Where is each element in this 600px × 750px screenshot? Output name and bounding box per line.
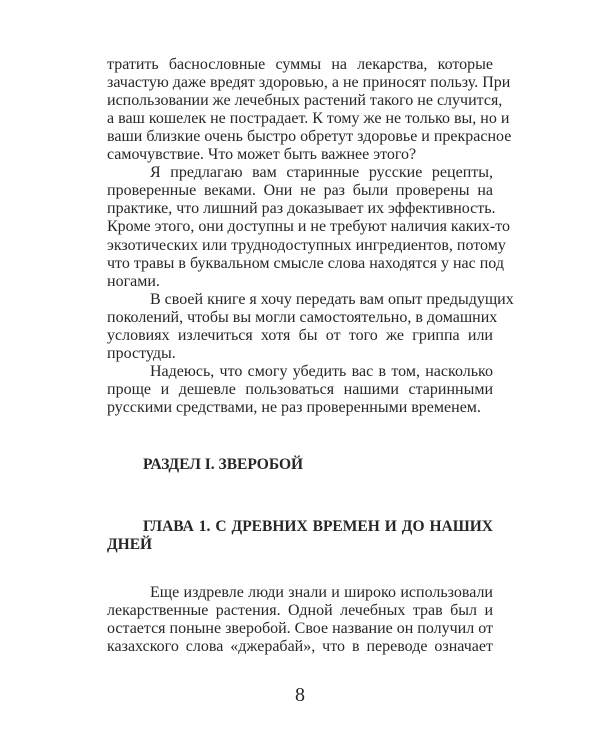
section-heading: РАЗДЕЛ I. ЗВЕРОБОЙ — [143, 456, 304, 473]
paragraph-line: тратить баснословные суммы на лекарства, которые — [107, 56, 493, 73]
paragraph-line: русскими средствами, не раз проверенными временем. — [107, 398, 481, 416]
paragraph-line: проверенные веками. Они не раз были проверены на — [107, 182, 493, 200]
paragraph-line: использовании же лечебных растений такого не случится, — [107, 92, 503, 110]
paragraph-line: ногами. — [107, 272, 160, 290]
paragraph-line: простуды. — [107, 344, 176, 362]
paragraph-line: лекарственные растения. Одной лечебных трав был и — [107, 602, 493, 619]
paragraph-line: остается поныне зверобой. Свое название он получил от — [107, 620, 494, 637]
chapter-heading: ГЛАВА 1. С ДРЕВНИХ ВРЕМЕН И ДО НАШИХ — [143, 518, 493, 535]
page-number: 8 — [295, 684, 305, 706]
paragraph-line: В своей книге я хочу передать вам опыт предыдущих — [150, 290, 514, 308]
paragraph-line: ваши близкие очень быстро обретут здоровье и прекрасное — [107, 128, 512, 146]
paragraph-line: проще и дешевле пользоваться нашими старинными — [107, 380, 493, 398]
paragraph-line: практике, что лишний раз доказывает их эффективность. — [107, 200, 496, 218]
paragraph-line: Я предлагаю вам старинные русские рецепты, — [150, 164, 493, 182]
paragraph-line: что травы в буквальном смысле слова находятся у нас под — [107, 254, 504, 272]
paragraph-line: Еще издревле люди знали и широко использовали — [150, 584, 493, 601]
paragraph-line: казахского слова «джерабай», что в переводе означает — [107, 638, 493, 655]
paragraph-line: условиях излечиться хотя бы от того же гриппа или — [107, 326, 493, 344]
paragraph-line: а ваш кошелек не пострадает. К тому же не только вы, но и — [107, 110, 510, 128]
paragraph-line: самочувствие. Что может быть важнее этого? — [107, 146, 417, 164]
chapter-heading: ДНЕЙ — [107, 536, 153, 553]
paragraph-line: Надеюсь, что смогу убедить вас в том, насколько — [150, 362, 493, 380]
paragraph-line: экзотических или труднодоступных ингредиентов, потому — [107, 236, 506, 254]
paragraph-line: поколений, чтобы вы могли самостоятельно, в домашних — [107, 308, 498, 326]
paragraph-line: зачастую даже вредят здоровью, а не приносят пользу. При — [107, 74, 511, 92]
paragraph-line: Кроме этого, они доступны и не требуют наличия каких-то — [107, 218, 511, 236]
